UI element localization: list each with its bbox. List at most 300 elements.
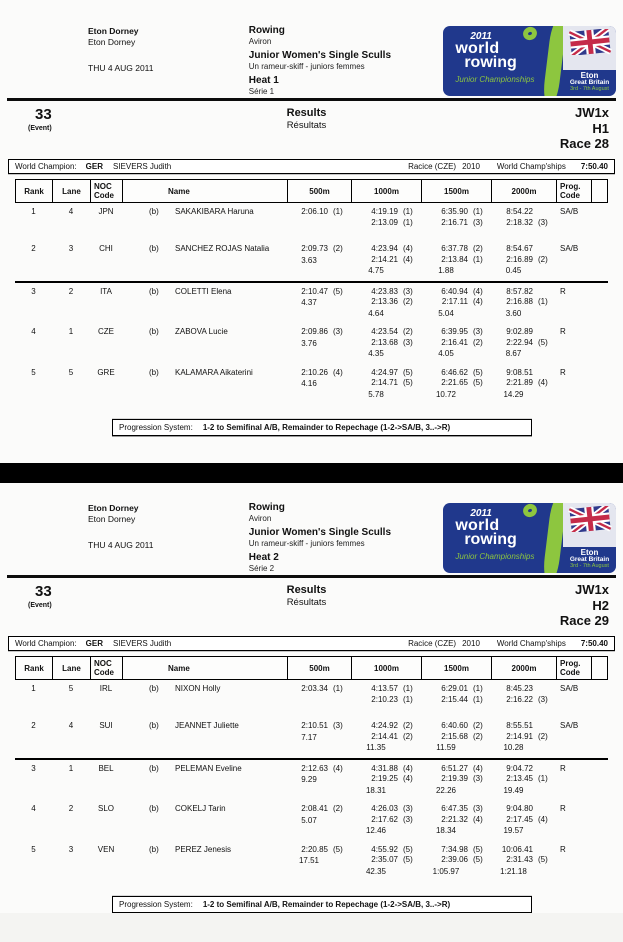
noc-cell: ITA (100, 286, 112, 296)
event-title: Junior Women's Single Sculls (248, 50, 392, 61)
lane-cell: 3 (68, 244, 74, 253)
rank-2000m (536, 327, 556, 338)
gap-1500m: 1:05.97 (432, 866, 460, 876)
bow-seat-label: (b) (149, 367, 159, 377)
event-title-block (249, 26, 444, 98)
logo-subtitle: Junior Championships (455, 75, 535, 84)
gap-1000m: 12.46 (365, 826, 387, 835)
session-date: THU 4 AUG 2011 (88, 63, 154, 73)
col-header-1000m: 1000m (352, 180, 422, 202)
sport-title-fr: Aviron (248, 514, 272, 523)
logo-host-venue: Eton (580, 71, 599, 80)
boat-class-code: JW1x (575, 105, 609, 120)
rank-500m: (1) (333, 684, 343, 693)
noc-cell: CHI (99, 244, 113, 253)
rank-1500m: (5) (473, 844, 483, 854)
lap-rank-1500m: (2) (473, 731, 483, 741)
gap-500m: 3.76 (301, 338, 317, 348)
lane-cell: 5 (68, 684, 74, 693)
rank-1000m: (5) (403, 367, 413, 377)
split-1000m-cell (351, 287, 421, 320)
lap-1000m: 2:17.62 (371, 814, 398, 824)
progression-system-text: 1-2 to Semifinal A/B, Remainder to Repechage (1-2->SA/B, 3..->R) (202, 900, 451, 909)
table-row (15, 323, 608, 360)
col-header-prog-line1: Prog. (560, 659, 581, 668)
split-500m-cell (287, 684, 351, 696)
logo-host-panel (563, 26, 616, 96)
col-header-noc-line2: Code (94, 668, 114, 677)
rank-cell: 2 (31, 244, 36, 253)
table-row (15, 680, 608, 713)
time-500m: 2:10.26 (301, 367, 328, 377)
logo-host-venue: Eton (580, 548, 599, 557)
lap-2000m: 2:16.22 (506, 694, 533, 704)
logo-host-country: Great Britain (569, 79, 610, 86)
lap-rank-2000m: (4) (538, 814, 548, 824)
lane-cell: 4 (68, 721, 74, 730)
logo-subtitle: Junior Championships (455, 552, 535, 561)
split-2000m-cell (491, 684, 556, 706)
time-500m: 2:06.10 (301, 207, 328, 216)
athlete-name: JEANNET Juliette (175, 721, 239, 730)
venue-name: Eton Dorney (88, 503, 139, 513)
rank-2000m (536, 721, 556, 732)
race-number: Race 28 (559, 136, 609, 151)
gap-2000m: 10.28 (503, 743, 524, 752)
union-jack-icon (568, 29, 612, 55)
rank-1500m: (4) (473, 763, 483, 773)
rank-cell: 3 (31, 286, 36, 296)
gap-1000m: 42.35 (365, 866, 387, 876)
lap-1000m: 2:10.23 (371, 694, 398, 704)
lap-rank-1000m: (5) (403, 855, 413, 864)
time-1000m: 4:55.92 (371, 844, 398, 854)
rank-1000m: (5) (403, 844, 413, 854)
time-1500m: 7:34.98 (441, 844, 468, 854)
time-500m: 2:10.51 (301, 721, 328, 730)
lap-rank-2000m: (4) (538, 378, 548, 387)
bow-seat-label: (b) (149, 804, 159, 813)
boat-class-code: JW1x (575, 582, 609, 597)
lap-2000m: 2:16.89 (506, 254, 533, 264)
rank-500m: (4) (333, 763, 343, 773)
name-cell (122, 368, 287, 379)
rank-cell: 4 (31, 804, 36, 813)
lap-rank-1500m: (3) (473, 217, 483, 227)
world-champion-label: World Champion: (15, 162, 77, 171)
col-header-500m: 500m (288, 657, 352, 679)
rank-1500m: (3) (473, 804, 483, 813)
split-1000m-cell (351, 207, 421, 229)
noc-cell: BEL (98, 763, 114, 773)
athlete-name: ZABOVA Lucie (175, 327, 228, 336)
time-1000m: 4:24.92 (371, 721, 398, 730)
world-champion-name: SIEVERS Judith (113, 162, 172, 171)
rank-cell: 3 (31, 763, 36, 773)
lap-rank-1500m: (1) (473, 694, 483, 704)
rank-2000m (536, 804, 556, 815)
lane-cell: 3 (68, 844, 74, 854)
split-1500m-cell (421, 845, 491, 878)
lap-rank-1000m: (5) (403, 378, 413, 387)
split-1000m-cell (351, 684, 421, 706)
event-title: Junior Women's Single Sculls (248, 527, 392, 538)
split-1000m-cell (351, 721, 421, 754)
lap-2000m: 2:22.94 (506, 337, 533, 347)
lap-rank-1500m: (5) (473, 855, 483, 864)
world-champion-name: SIEVERS Judith (113, 639, 172, 648)
time-2000m: 8:45.23 (506, 684, 533, 693)
world-champion-year: 2010 (462, 162, 480, 171)
rank-cell: 4 (31, 327, 36, 336)
split-2000m-cell (491, 804, 556, 837)
gap-1000m: 18.31 (365, 785, 387, 795)
col-header-empty (592, 657, 609, 679)
lap-rank-2000m: (1) (538, 774, 548, 783)
world-champion-time: 7:50.40 (580, 639, 608, 648)
venue-name-fr: Eton Dorney (88, 514, 136, 524)
noc-cell: IRL (99, 684, 113, 693)
table-row (15, 758, 608, 797)
results-page (0, 483, 623, 913)
logo-word-rowing: rowing (464, 531, 517, 548)
split-2000m-cell (491, 764, 556, 797)
time-2000m: 10:06.41 (501, 844, 533, 854)
gap-1500m: 22.26 (435, 785, 457, 795)
gap-2000m: 3.60 (505, 308, 522, 318)
gap-1500m: 1.88 (438, 266, 454, 275)
split-1500m-cell (421, 207, 491, 229)
split-500m-cell (287, 207, 351, 219)
col-header-lane: Lane (53, 180, 91, 202)
time-1000m: 4:26.03 (371, 804, 398, 813)
time-2000m: 9:02.89 (506, 327, 533, 336)
col-header-2000m: 2000m (492, 657, 557, 679)
lap-1000m: 2:14.41 (371, 731, 398, 741)
col-header-noc (91, 657, 123, 679)
world-champion-noc: GER (85, 162, 103, 171)
name-cell (122, 287, 287, 298)
time-500m: 2:03.34 (301, 684, 328, 693)
sport-title-fr: Aviron (248, 37, 272, 46)
time-2000m: 9:04.80 (506, 804, 533, 813)
lap-1500m: 2:16.41 (441, 337, 468, 347)
rank-1000m: (3) (403, 804, 413, 813)
rank-1500m: (1) (473, 684, 483, 693)
progression-code-cell: SA/B (560, 207, 579, 216)
venue-name: Eton Dorney (88, 26, 139, 36)
split-500m-cell (287, 721, 351, 743)
gap-1500m: 11.59 (436, 743, 456, 752)
gap-1500m: 5.04 (438, 308, 454, 318)
lap-1500m: 2:15.68 (441, 731, 468, 741)
lap-rank-2000m: (1) (538, 297, 548, 306)
lap-rank-2000m: (5) (538, 337, 548, 347)
progression-code-cell: R (560, 286, 566, 296)
split-1500m-cell (421, 804, 491, 837)
event-number-block (14, 107, 154, 157)
gap-1000m: 11.35 (366, 743, 386, 752)
noc-cell: SLO (97, 804, 114, 813)
gap-1500m: 18.34 (435, 826, 457, 835)
col-header-1000m: 1000m (352, 657, 422, 679)
time-500m: 2:08.41 (301, 804, 328, 813)
rank-1500m: (5) (473, 367, 483, 377)
lane-cell: 4 (68, 207, 74, 216)
rank-2000m (536, 684, 556, 695)
time-2000m: 8:54.67 (506, 244, 533, 253)
col-header-1500m: 1500m (422, 657, 492, 679)
table-row (15, 281, 608, 320)
split-1500m-cell (421, 721, 491, 754)
world-champion-label: World Champion: (15, 639, 77, 648)
lane-cell: 2 (68, 804, 74, 813)
logo-year: 2011 (470, 508, 492, 519)
progression-code-cell: SA/B (560, 684, 579, 693)
athlete-name: PEREZ Jenesis (175, 844, 232, 854)
gap-500m: 9.29 (301, 775, 317, 784)
time-1000m: 4:24.97 (371, 367, 398, 377)
progression-code-cell: R (560, 844, 566, 854)
table-row (15, 203, 608, 236)
noc-cell: SUI (99, 721, 113, 730)
gap-2000m: 19.57 (503, 826, 524, 835)
lap-1000m: 2:13.36 (371, 297, 398, 306)
table-row (15, 841, 608, 878)
results-table (15, 656, 608, 877)
split-2000m-cell (491, 721, 556, 754)
lap-1000m: 2:13.68 (371, 337, 398, 347)
time-2000m: 8:54.22 (506, 207, 533, 216)
time-1500m: 6:47.35 (441, 804, 468, 813)
rank-500m: (2) (333, 244, 343, 253)
time-2000m: 9:04.72 (506, 763, 533, 773)
lap-2000m: 2:14.91 (506, 731, 533, 741)
time-1500m: 6:37.78 (441, 244, 468, 253)
lane-cell: 5 (68, 367, 74, 377)
gap-1000m: 4.35 (368, 349, 384, 358)
col-header-noc-line1: NOC (94, 182, 112, 191)
lap-rank-2000m: (3) (538, 694, 548, 704)
rank-500m: (5) (333, 286, 343, 296)
table-body (15, 680, 608, 877)
sport-title: Rowing (248, 25, 285, 36)
table-row (15, 240, 608, 277)
name-cell (122, 845, 287, 856)
lap-2000m: 2:16.88 (506, 297, 533, 306)
lap-1500m: 2:21.65 (441, 378, 468, 387)
lap-1000m: 2:14.21 (371, 254, 398, 264)
event-title-block (249, 503, 444, 575)
rank-2000m (536, 287, 556, 298)
world-champion-competition: World Champ'ships (496, 162, 566, 171)
split-2000m-cell (491, 207, 556, 229)
lap-1500m: 2:17.11 (441, 297, 468, 306)
table-row (15, 364, 608, 401)
venue-block (88, 26, 249, 98)
time-1500m: 6:40.60 (441, 721, 468, 730)
progression-system-label: Progression System: (119, 423, 193, 432)
rank-1000m: (4) (403, 244, 413, 253)
gap-1500m: 4.05 (438, 349, 454, 358)
logo-word-world: world (455, 517, 500, 534)
progression-system-label: Progression System: (119, 900, 193, 909)
lap-rank-1500m: (3) (473, 774, 483, 783)
results-title: Results (286, 584, 327, 596)
split-1500m-cell (421, 327, 491, 360)
rank-500m: (2) (333, 804, 343, 813)
phase-title-fr: Série 2 (248, 564, 275, 573)
world-champion-noc: GER (85, 639, 103, 648)
lap-1000m: 2:14.71 (371, 378, 398, 387)
progression-code-cell: SA/B (560, 244, 579, 253)
athlete-name: COLETTI Elena (175, 286, 232, 296)
athlete-name: SANCHEZ ROJAS Natalia (175, 244, 270, 253)
split-500m-cell (287, 804, 351, 826)
page-separator-bar (0, 463, 623, 483)
phase-title-fr: Série 1 (248, 87, 275, 96)
time-500m: 2:12.63 (301, 763, 328, 773)
lap-rank-1000m: (4) (403, 254, 413, 264)
athlete-name: PELEMAN Eveline (175, 763, 242, 773)
lane-cell: 1 (68, 763, 74, 773)
gap-1000m: 4.75 (368, 266, 384, 275)
logo-host-dates: 3rd - 7th August (570, 86, 609, 92)
rank-2000m (536, 368, 556, 379)
lap-rank-1000m: (4) (403, 774, 413, 783)
time-1000m: 4:23.54 (371, 327, 398, 336)
gap-2000m: 8.67 (505, 349, 522, 358)
gap-500m: 5.07 (301, 815, 317, 825)
lane-cell: 1 (68, 327, 74, 336)
gap-500m: 4.37 (301, 298, 317, 307)
rank-cell: 1 (31, 207, 36, 216)
world-champion-year: 2010 (462, 639, 480, 648)
logo-host-country: Great Britain (569, 556, 610, 563)
event-number-label: (Event) (28, 602, 52, 609)
time-1500m: 6:39.95 (441, 327, 468, 336)
event-number-block (14, 584, 154, 634)
rank-500m: (1) (333, 207, 343, 216)
rank-500m: (4) (333, 367, 343, 377)
split-1000m-cell (351, 845, 421, 878)
world-champion-time: 7:50.40 (580, 162, 608, 171)
split-1500m-cell (421, 684, 491, 706)
lap-1500m: 2:21.32 (441, 814, 468, 824)
results-title: Results (286, 107, 327, 119)
lap-rank-1500m: (4) (473, 814, 483, 824)
col-header-noc (91, 180, 123, 202)
gap-2000m: 14.29 (503, 389, 524, 399)
bow-seat-label: (b) (149, 844, 159, 854)
race-code-block (459, 582, 609, 634)
table-header-row (15, 179, 608, 203)
document-header (0, 483, 623, 575)
col-header-1500m: 1500m (422, 180, 492, 202)
rank-1000m: (2) (403, 327, 413, 336)
name-cell (122, 804, 287, 815)
lap-rank-1000m: (1) (403, 694, 413, 704)
lap-rank-1000m: (3) (403, 337, 413, 347)
logo-word-rowing: rowing (464, 54, 517, 71)
col-header-noc-line2: Code (94, 191, 114, 200)
athlete-name: SAKAKIBARA Haruna (175, 207, 254, 216)
lap-2000m: 2:13.45 (506, 774, 533, 783)
col-header-rank: Rank (16, 180, 53, 202)
time-1000m: 4:23.94 (371, 244, 398, 253)
world-champion-venue: Racice (CZE) (408, 639, 457, 648)
split-1000m-cell (351, 368, 421, 401)
noc-cell: CZE (98, 327, 114, 336)
progression-code-cell: R (560, 763, 566, 773)
race-code-block (459, 105, 609, 157)
split-2000m-cell (491, 845, 556, 878)
time-1500m: 6:40.94 (441, 286, 468, 296)
col-header-prog-line2: Code (560, 191, 580, 200)
lap-2000m: 2:18.32 (506, 217, 533, 227)
rank-1000m: (1) (403, 684, 413, 693)
split-1500m-cell (421, 368, 491, 401)
lap-rank-2000m: (2) (538, 254, 548, 264)
gap-1000m: 4.64 (368, 308, 384, 318)
gap-2000m: 19.49 (503, 785, 524, 795)
venue-name-fr: Eton Dorney (88, 37, 136, 47)
world-rowing-logo (443, 503, 616, 573)
gap-2000m: 1:21.18 (500, 866, 527, 876)
time-1000m: 4:31.88 (371, 763, 398, 773)
lap-rank-2000m: (5) (538, 855, 548, 864)
rank-1500m: (1) (473, 207, 483, 216)
lap-rank-2000m: (2) (538, 731, 548, 741)
logo-year: 2011 (470, 31, 492, 42)
time-1000m: 4:19.19 (371, 207, 398, 216)
col-header-prog-code (557, 657, 592, 679)
lap-rank-1500m: (4) (473, 297, 483, 306)
rank-1000m: (1) (403, 207, 413, 216)
name-cell (122, 764, 287, 775)
sport-title: Rowing (248, 502, 285, 513)
time-1500m: 6:35.90 (441, 207, 468, 216)
lap-rank-1500m: (5) (473, 378, 483, 387)
time-1000m: 4:13.57 (371, 684, 398, 693)
gap-1000m: 5.78 (368, 389, 384, 399)
event-title-fr: Un rameur-skiff - juniors femmes (248, 62, 365, 71)
lap-rank-1000m: (3) (403, 814, 413, 824)
col-header-noc-line1: NOC (94, 659, 112, 668)
event-results-row (0, 101, 623, 157)
rank-cell: 2 (31, 721, 36, 730)
progression-system-text: 1-2 to Semifinal A/B, Remainder to Repechage (1-2->SA/B, 3..->R) (202, 423, 451, 432)
world-champion-bar (8, 636, 615, 651)
time-2000m: 8:57.82 (506, 286, 533, 296)
split-500m-cell (287, 845, 351, 867)
lap-rank-1500m: (2) (473, 337, 483, 347)
logo-host-panel (563, 503, 616, 573)
athlete-name: COKELJ Tarin (175, 804, 226, 813)
col-header-500m: 500m (288, 180, 352, 202)
noc-cell: VEN (97, 844, 115, 854)
rank-cell: 1 (31, 684, 36, 693)
name-cell (122, 327, 287, 338)
rank-1500m: (3) (473, 327, 483, 336)
time-500m: 2:20.85 (301, 844, 328, 854)
rank-500m: (3) (333, 721, 343, 730)
rank-2000m (536, 207, 556, 218)
col-header-prog-line2: Code (560, 668, 580, 677)
split-2000m-cell (491, 368, 556, 401)
lap-1000m: 2:13.09 (371, 217, 398, 227)
world-rowing-logo (443, 26, 616, 96)
